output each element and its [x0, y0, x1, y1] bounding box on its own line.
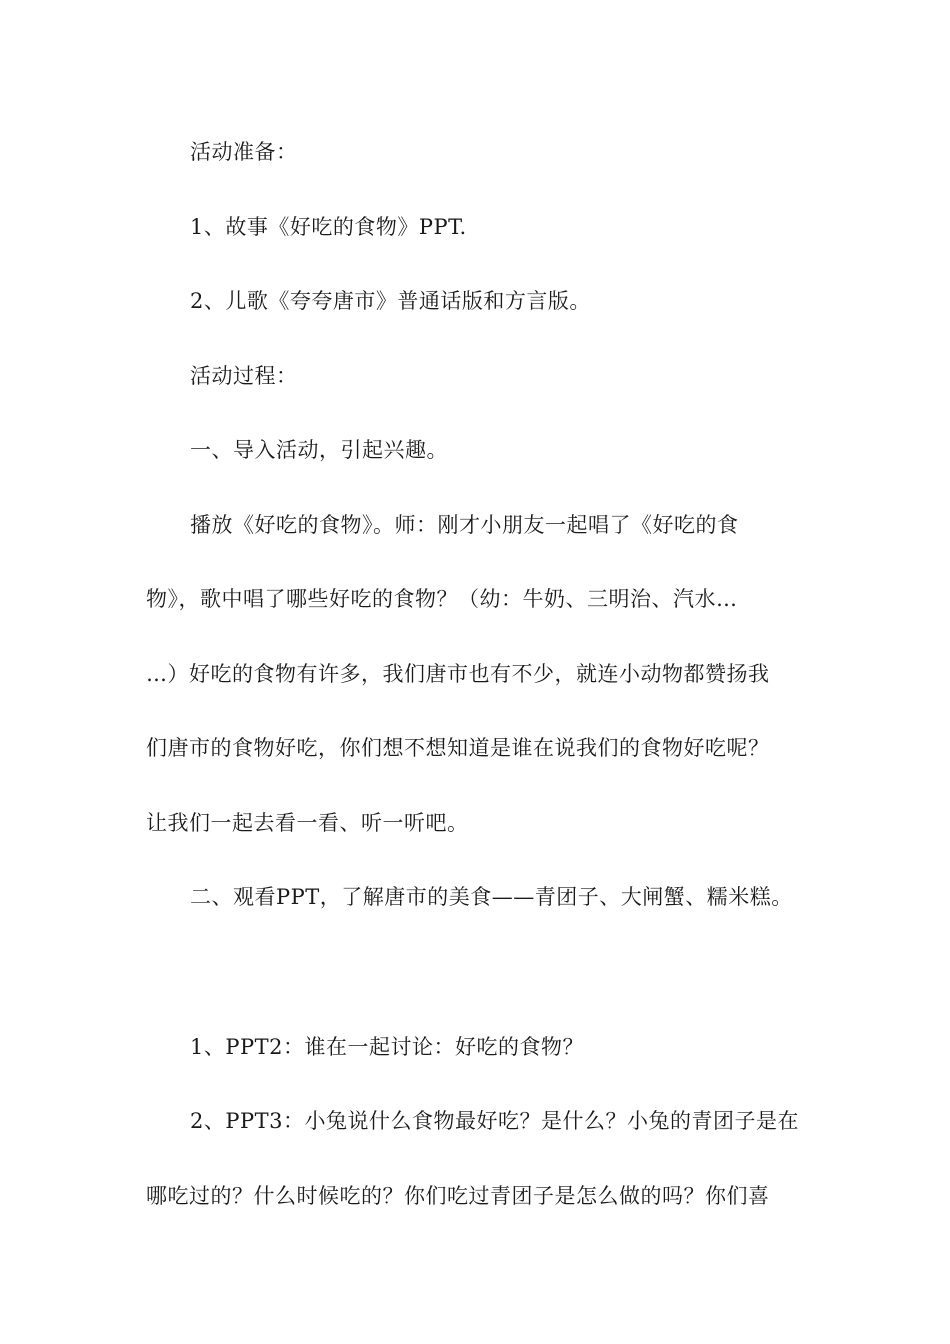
paragraph-line: 一、导入活动，引起兴趣。	[190, 438, 448, 462]
paragraph-line: 让我们一起去看一看、听一听吧。	[146, 811, 469, 835]
paragraph-line: 1、故事《好吃的食物》PPT.	[190, 215, 467, 239]
section-heading-preparation: 活动准备：	[190, 140, 298, 164]
paragraph-line: 2、儿歌《夸夸唐市》普通话版和方言版。	[190, 289, 591, 313]
paragraph-line: 二、观看PPT，了解唐市的美食——青团子、大闸蟹、糯米糕。	[190, 885, 793, 909]
paragraph-line: 物》，歌中唱了哪些好吃的食物？（幼：牛奶、三明治、汽水…	[146, 587, 738, 611]
section-heading-process: 活动过程：	[190, 364, 298, 388]
paragraph-line: 哪吃过的？什么时候吃的？你们吃过青团子是怎么做的吗？你们喜	[146, 1184, 770, 1208]
paragraph-line: …）好吃的食物有许多，我们唐市也有不少，就连小动物都赞扬我	[146, 662, 770, 686]
paragraph-line: 2、PPT3：小兔说什么食物最好吃？是什么？小兔的青团子是在	[190, 1109, 799, 1133]
paragraph-line: 播放《好吃的食物》。师：刚才小朋友一起唱了《好吃的食	[190, 513, 739, 537]
paragraph-line: 1、PPT2：谁在一起讨论：好吃的食物？	[190, 1035, 584, 1059]
paragraph-line: 们唐市的食物好吃，你们想不想知道是谁在说我们的食物好吃呢？	[146, 736, 770, 760]
